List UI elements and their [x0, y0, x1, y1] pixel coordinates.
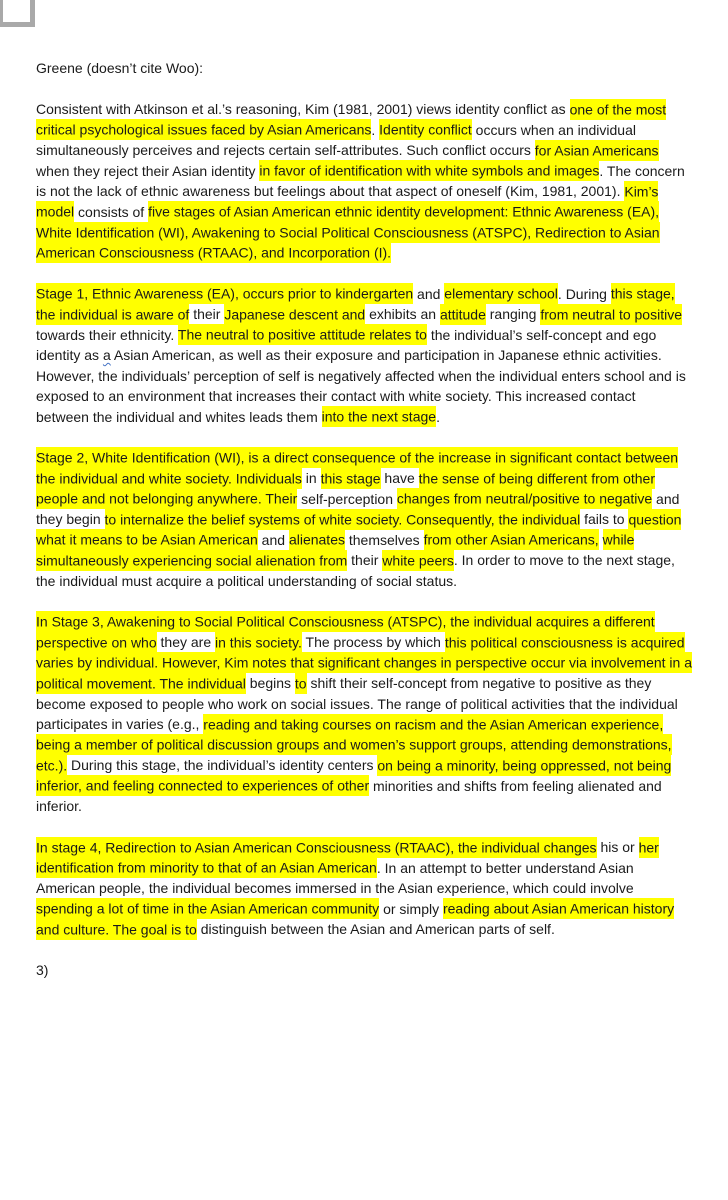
plain-text: Asian American, as well as their exposure and participation in Japanese ethnic activities. However, the individuals’ perception of self is negatively affected when the individual enters school and is exposed to an environment that increases their contact with white society. This increased contact between the individual and whites leads them	[36, 347, 686, 425]
plain-text: minorities and shifts from feeling alienated and inferior.	[36, 777, 662, 814]
highlighted-text: to internalize the belief systems of white society. Consequently, the individual	[105, 509, 581, 530]
highlighted-text: changes from neutral/positive to negative	[397, 488, 652, 509]
highlighted-text: Kim’s model	[36, 181, 658, 223]
paragraph	[36, 612, 692, 817]
highlighted-text: white peers	[382, 550, 454, 571]
highlighted-text: attitude	[440, 304, 486, 325]
plain-text: when they reject their Asian identity	[36, 162, 260, 179]
highlighted-text: The neutral to positive attitude relates to	[178, 324, 427, 345]
highlighted-text: the sense of being different from other people and not belonging anywhere. Their	[36, 468, 655, 510]
plain-text: The process by which	[301, 634, 445, 650]
highlighted-text: question what it means to be Asian American	[36, 509, 681, 551]
highlighted-text: spending a lot of time in the Asian American community	[36, 898, 379, 919]
highlighted-text: on being a minority, being oppressed, not being inferior, and feeling connected to experiences of other	[36, 755, 671, 797]
plain-text: .	[371, 121, 380, 138]
page-footnote-label: 3)	[36, 962, 49, 978]
plain-text: the individual’s self-concept and ego identity as	[36, 326, 657, 363]
paragraph	[36, 284, 692, 428]
plain-text: their	[189, 306, 225, 322]
highlighted-text: this stage, the individual is aware of	[36, 283, 675, 325]
highlighted-text: elementary school	[444, 283, 558, 304]
plain-text: occurs when an individual simultaneously perceives and rejects certain self-attributes. Such conflict occurs	[36, 121, 636, 158]
highlighted-text: while simultaneously experiencing social alienation from	[36, 529, 634, 571]
highlighted-text: one of the most critical psychological issues faced by Asian Americans	[36, 99, 666, 141]
plain-text: shift their self-concept from negative to positive as they become exposed to people who work on social issues. The range of political activities that the individual participates in varies (e.g.,	[36, 675, 678, 732]
document-body	[36, 99, 692, 940]
plain-text: distinguish between the Asian and American parts of self.	[196, 921, 555, 937]
highlighted-text: this political consciousness is acquired varies by individual. However, Kim notes that significant changes in perspective occur via involvement in a political movement. The individual	[36, 632, 692, 694]
grammar-flagged-word: a	[102, 347, 111, 363]
paragraph	[36, 837, 692, 940]
plain-text: his or	[596, 839, 639, 855]
plain-text: . During	[557, 285, 611, 302]
plain-text: exhibits an	[365, 306, 440, 322]
plain-text: fails to	[580, 511, 629, 527]
plain-text: .	[436, 408, 440, 425]
plain-text: During this stage, the individual’s identity centers	[67, 757, 378, 773]
plain-text: in	[301, 470, 321, 486]
highlighted-text: for Asian Americans	[535, 140, 659, 161]
highlighted-text: to	[295, 673, 307, 694]
highlighted-text: Japanese descent and	[224, 304, 365, 325]
plain-text: towards their ethnicity.	[36, 326, 178, 343]
plain-text: . In an attempt to better understand Asian American people, the individual becomes immersed in the Asian experience, which could involve	[36, 859, 634, 896]
plain-text: have	[380, 470, 419, 486]
highlighted-text: reading about Asian American history and culture. The goal is to	[36, 898, 674, 940]
plain-text: begins	[245, 675, 295, 691]
highlighted-text: In stage 4, Redirection to Asian American Consciousness (RTAAC), the individual changes	[36, 837, 597, 858]
highlighted-text: five stages of Asian American ethnic identity development: Ethnic Awareness (EA), White Identification (WI), Awakening to Social Political Consciousness (ATSPC), Redirection to Asian American Consciousness (RTAAC), and Incorporation (I).	[36, 201, 660, 263]
plain-text: or simply	[379, 900, 443, 917]
plain-text: themselves	[344, 531, 424, 548]
plain-text: Consistent with Atkinson et al.’s reasoning, Kim (1981, 2001) views identity conflict as	[36, 101, 570, 117]
highlighted-text: Identity conflict	[379, 119, 472, 140]
plain-text: . In order to move to the next stage, the individual must acquire a political understanding of social status.	[36, 552, 675, 589]
highlighted-text: in this society.	[215, 632, 302, 653]
document-heading: Greene (doesn’t cite Woo):	[36, 60, 204, 76]
highlighted-text: In Stage 3, Awakening to Social Political Consciousness (ATSPC), the individual acquires a different perspective on who	[36, 611, 655, 653]
highlighted-text: reading and taking courses on racism and the Asian American experience, being a member of political discussion groups and women’s support groups, attending demonstrations, etc.).	[36, 714, 672, 776]
highlighted-text: her identification from minority to that of an Asian American	[36, 837, 659, 879]
plain-text: they are	[156, 634, 216, 650]
highlighted-text: from neutral to positive	[540, 304, 682, 325]
plain-text: and	[413, 285, 445, 302]
highlighted-text: into the next stage	[322, 406, 436, 427]
plain-text: and	[257, 531, 289, 548]
highlighted-text: from other Asian Americans,	[424, 529, 599, 550]
document-content	[36, 58, 692, 1001]
highlighted-text: Stage 2, White Identification (WI), is a direct consequence of the increase in significant contact between the individual and white society. Individuals	[36, 447, 678, 489]
highlighted-text: alienates	[289, 529, 345, 550]
window-corner-border	[0, 0, 35, 27]
plain-text: and they begin	[36, 490, 680, 527]
plain-text: consists of	[74, 203, 149, 220]
paragraph	[36, 99, 692, 263]
highlighted-text: Stage 1, Ethnic Awareness (EA), occurs prior to kindergarten	[36, 283, 413, 304]
plain-text: . The concern is not the lack of ethnic awareness but feelings about that aspect of oneself (Kim, 1981, 2001).	[36, 162, 685, 199]
plain-text: self-perception	[297, 490, 397, 507]
plain-text: their	[347, 552, 383, 568]
highlighted-text: in favor of identification with white symbols and images	[259, 160, 599, 181]
plain-text: ranging	[485, 306, 541, 322]
plain-text	[599, 532, 603, 548]
paragraph	[36, 448, 692, 592]
highlighted-text: this stage	[321, 468, 381, 489]
